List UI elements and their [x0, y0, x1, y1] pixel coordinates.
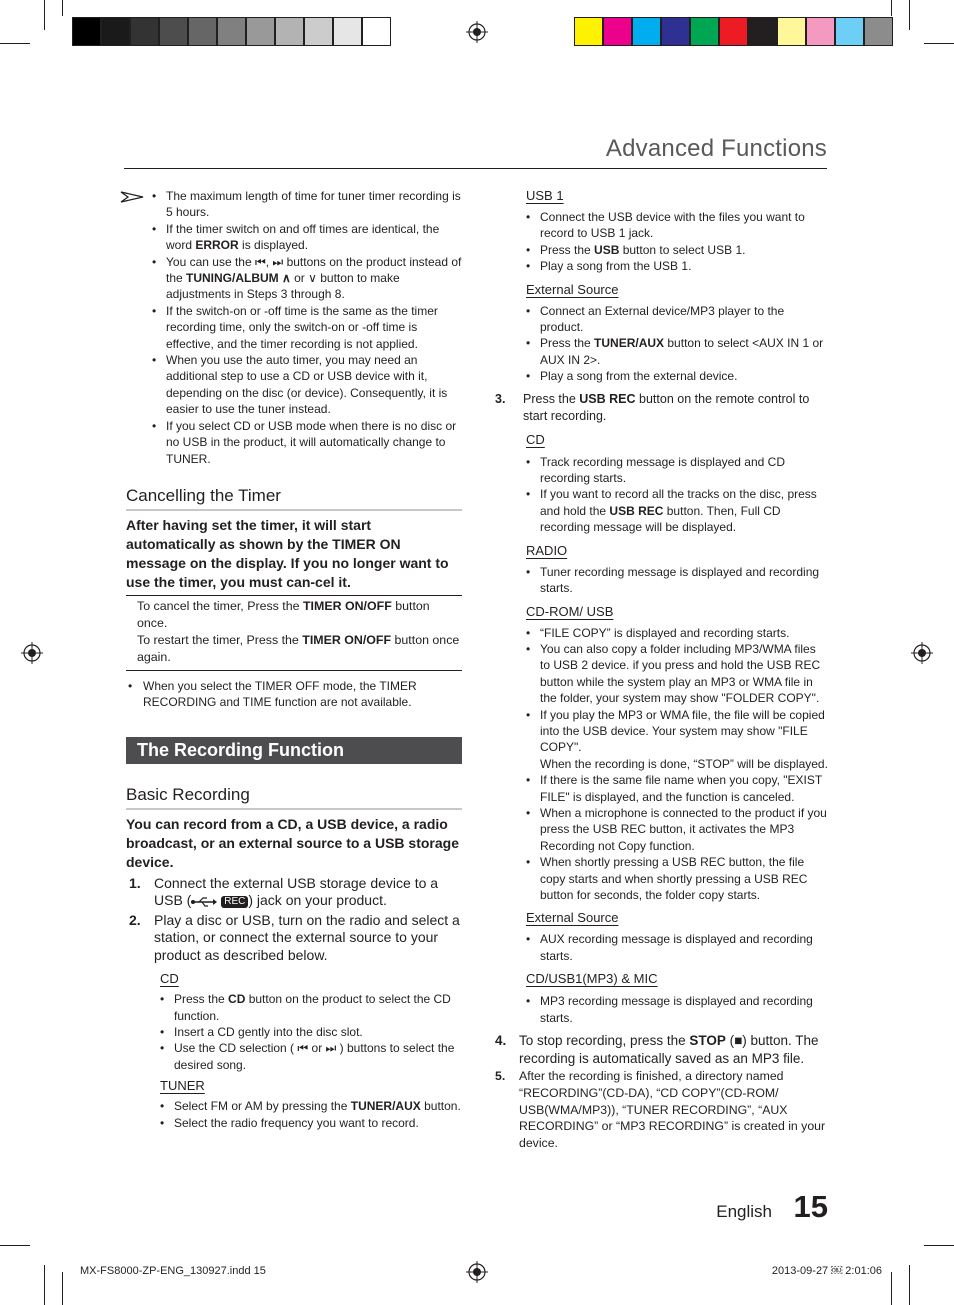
footer-filename: MX-FS8000-ZP-ENG_130927.indd 15	[80, 1265, 266, 1277]
page-number: 15	[793, 1189, 828, 1224]
color-swatch	[864, 17, 893, 46]
list-item: • If you play the MP3 or WMA file, the file will be copied into the USB device. Your system may show "FILE COPY". When the recording is done, “STOP” will be displayed.	[526, 707, 828, 773]
radio-list	[526, 564, 828, 597]
list-item: • When a microphone is connected to the product if you press the USB REC button, it activates the MP3 Recording not Copy function.	[526, 805, 828, 854]
step-5: 5. After the recording is finished, a directory named “RECORDING”(CD-DA), “CD COPY”(CD-ROM/ USB(WMA/MP3)), “TUNER RECORDING”, “AUX RECORDING” or “MP3 RECORDING” is created in your device.	[495, 1069, 826, 1151]
list-item: • Connect the USB device with the files you want to record to USB 1 jack.	[526, 209, 828, 242]
notes-list	[152, 188, 462, 467]
external-source-messages-list	[526, 931, 828, 964]
color-calibration-bar	[574, 17, 893, 46]
notes-block	[126, 188, 462, 467]
restart-line: To restart the timer, Press the TIMER ON/OFF button once again.	[137, 632, 460, 664]
cancel-timer-lead: After having set the timer, it will start automatically as shown by the TIMER ON message on the display. If you no longer want to use the timer, you must can-cel it.	[126, 516, 449, 590]
cd-label: CD	[160, 971, 179, 987]
color-swatch	[719, 17, 748, 46]
color-swatch	[159, 17, 188, 46]
external-source-label: External Source	[526, 281, 619, 297]
footer-datetime: 2013-09-27 ￼ 2:01:06	[771, 1265, 882, 1277]
right-column	[495, 187, 828, 1152]
list-item: • Connect an External device/MP3 player to the product.	[526, 303, 828, 336]
external-source-list	[526, 303, 828, 385]
left-column	[126, 188, 462, 1131]
basic-recording-lead: You can record from a CD, a USB device, a radio broadcast, or an external source to a USB storage device.	[126, 815, 459, 870]
note-arrow-icon	[120, 191, 144, 203]
registration-mark-icon	[466, 21, 488, 43]
cd-messages-list	[526, 454, 828, 536]
cd-list	[160, 991, 462, 1073]
color-swatch	[835, 17, 864, 46]
color-swatch	[72, 17, 101, 46]
cd-usb1-mic-label: CD/USB1(MP3) & MIC	[526, 971, 658, 987]
color-swatch	[690, 17, 719, 46]
registration-mark-icon	[466, 1261, 488, 1283]
color-swatch	[101, 17, 130, 46]
list-item: • Track recording message is displayed and CD recording starts.	[526, 454, 828, 487]
list-item: 3. Press the USB REC button on the remote control to start recording.	[495, 391, 810, 423]
step-3	[495, 391, 828, 425]
usb1-list	[526, 209, 828, 275]
list-item: • When shortly pressing a USB REC button, the file copy starts and when shortly pressing a USB REC button for seconds, the folder copy starts.	[526, 854, 828, 903]
registration-mark-icon	[21, 642, 43, 664]
mic-list	[526, 993, 828, 1026]
cancel-line: To cancel the timer, Press the TIMER ON/OFF button once.	[137, 598, 430, 630]
color-swatch	[661, 17, 690, 46]
list-item: • You can also copy a folder including MP3/WMA files to USB 2 device. if you press and hold the USB REC button while the system play an MP3 or WMA file in the folder, your system may show "FOLDER COPY".	[526, 641, 828, 707]
list-item: • Play a song from the USB 1.	[526, 258, 828, 274]
list-item: • If you want to record all the tracks on the disc, press and hold the USB REC button. Then, Full CD recording message will be displayed.	[526, 486, 828, 535]
cd-label: CD	[526, 431, 545, 447]
list-item: • Press the CD button on the product to select the CD function.	[160, 991, 462, 1024]
color-swatch	[246, 17, 275, 46]
cancel-timer-heading: Cancelling the Timer	[126, 485, 462, 511]
tuner-label: TUNER	[160, 1078, 205, 1094]
usb-icon	[191, 897, 217, 907]
usb1-block	[495, 187, 828, 385]
list-item: • Play a song from the external device.	[526, 368, 828, 384]
list-item: • MP3 recording message is displayed and recording starts.	[526, 993, 828, 1026]
list-item: • If the switch-on or -off time is the same as the timer recording time, only the switch-on or -off time is effective, and the timer recording is not applied.	[152, 303, 462, 352]
list-item: • If the timer switch on and off times are identical, the word ERROR is displayed.	[152, 221, 462, 254]
color-swatch	[130, 17, 159, 46]
list-item: • Tuner recording message is displayed and recording starts.	[526, 564, 828, 597]
cdrom-usb-label: CD-ROM/ USB	[526, 603, 614, 619]
cdrom-usb-list	[526, 625, 828, 904]
color-swatch	[603, 17, 632, 46]
cancel-timer-box	[126, 595, 462, 671]
list-item: • When you select the TIMER OFF mode, the TIMER RECORDING and TIME function are not available.	[128, 678, 462, 711]
list-item: • Press the TUNER/AUX button to select <AUX IN 1 or AUX IN 2>.	[526, 335, 828, 368]
step-1: 1. Connect the external USB storage device to a USB ( REC ) jack on your product.	[129, 874, 439, 909]
external-source-label-2: External Source	[526, 910, 619, 926]
rec-badge: REC	[221, 896, 248, 908]
color-swatch	[777, 17, 806, 46]
list-item: • Select the radio frequency you want to record.	[160, 1115, 462, 1131]
gray-calibration-bar	[72, 17, 391, 46]
header-rule	[124, 168, 827, 169]
usb1-label: USB 1	[526, 188, 564, 203]
color-swatch	[275, 17, 304, 46]
list-item: • When you use the auto timer, you may need an additional step to use a CD or USB device with it, depending on the disc (or device). Consequently, it is easier to use the tuner instead.	[152, 352, 462, 418]
color-swatch	[304, 17, 333, 46]
color-swatch	[632, 17, 661, 46]
list-item: • “FILE COPY” is displayed and recording starts.	[526, 625, 828, 641]
step-2: 2. Play a disc or USB, turn on the radio and select a station, or connect the external source to your product as described below.	[129, 911, 460, 963]
color-swatch	[188, 17, 217, 46]
source-messages-block	[495, 431, 828, 1026]
list-item: • Use the CD selection ( ⏮ or ⏭ ) buttons to select the desired song.	[160, 1040, 462, 1073]
recording-section-bar: The Recording Function	[126, 737, 462, 764]
steps-4-5	[495, 1032, 828, 1152]
step-4: 4. To stop recording, press the STOP (■) button. The recording is automatically saved as an MP3 file.	[495, 1033, 819, 1066]
color-swatch	[333, 17, 362, 46]
color-swatch	[574, 17, 603, 46]
cd-source-block	[126, 970, 462, 1131]
list-item: • Select FM or AM by pressing the TUNER/AUX button.	[160, 1098, 462, 1114]
list-item: • The maximum length of time for tuner timer recording is 5 hours.	[152, 188, 462, 221]
list-item: • Press the USB button to select USB 1.	[526, 242, 828, 258]
color-swatch	[217, 17, 246, 46]
color-swatch	[806, 17, 835, 46]
basic-recording-heading: Basic Recording	[126, 784, 462, 810]
color-swatch	[362, 17, 391, 46]
list-item: • If there is the same file name when you copy, "EXIST FILE" is displayed, and the function is canceled.	[526, 772, 828, 805]
list-item: • You can use the ⏮, ⏭ buttons on the product instead of the TUNING/ALBUM ∧ or ∨ button to make adjustments in Steps 3 through 8.	[152, 254, 462, 303]
radio-label: RADIO	[526, 542, 568, 558]
list-item: • Insert a CD gently into the disc slot.	[160, 1024, 462, 1040]
color-swatch	[748, 17, 777, 46]
list-item: • If you select CD or USB mode when there is no disc or no USB in the product, it will automatically change to TUNER.	[152, 418, 462, 467]
page-title: Advanced Functions	[605, 135, 827, 162]
list-item: • AUX recording message is displayed and recording starts.	[526, 931, 828, 964]
footer-language: English	[716, 1202, 772, 1221]
recording-steps	[126, 875, 462, 965]
cancel-note	[126, 678, 462, 711]
tuner-list	[160, 1098, 462, 1131]
registration-mark-icon	[911, 642, 933, 664]
